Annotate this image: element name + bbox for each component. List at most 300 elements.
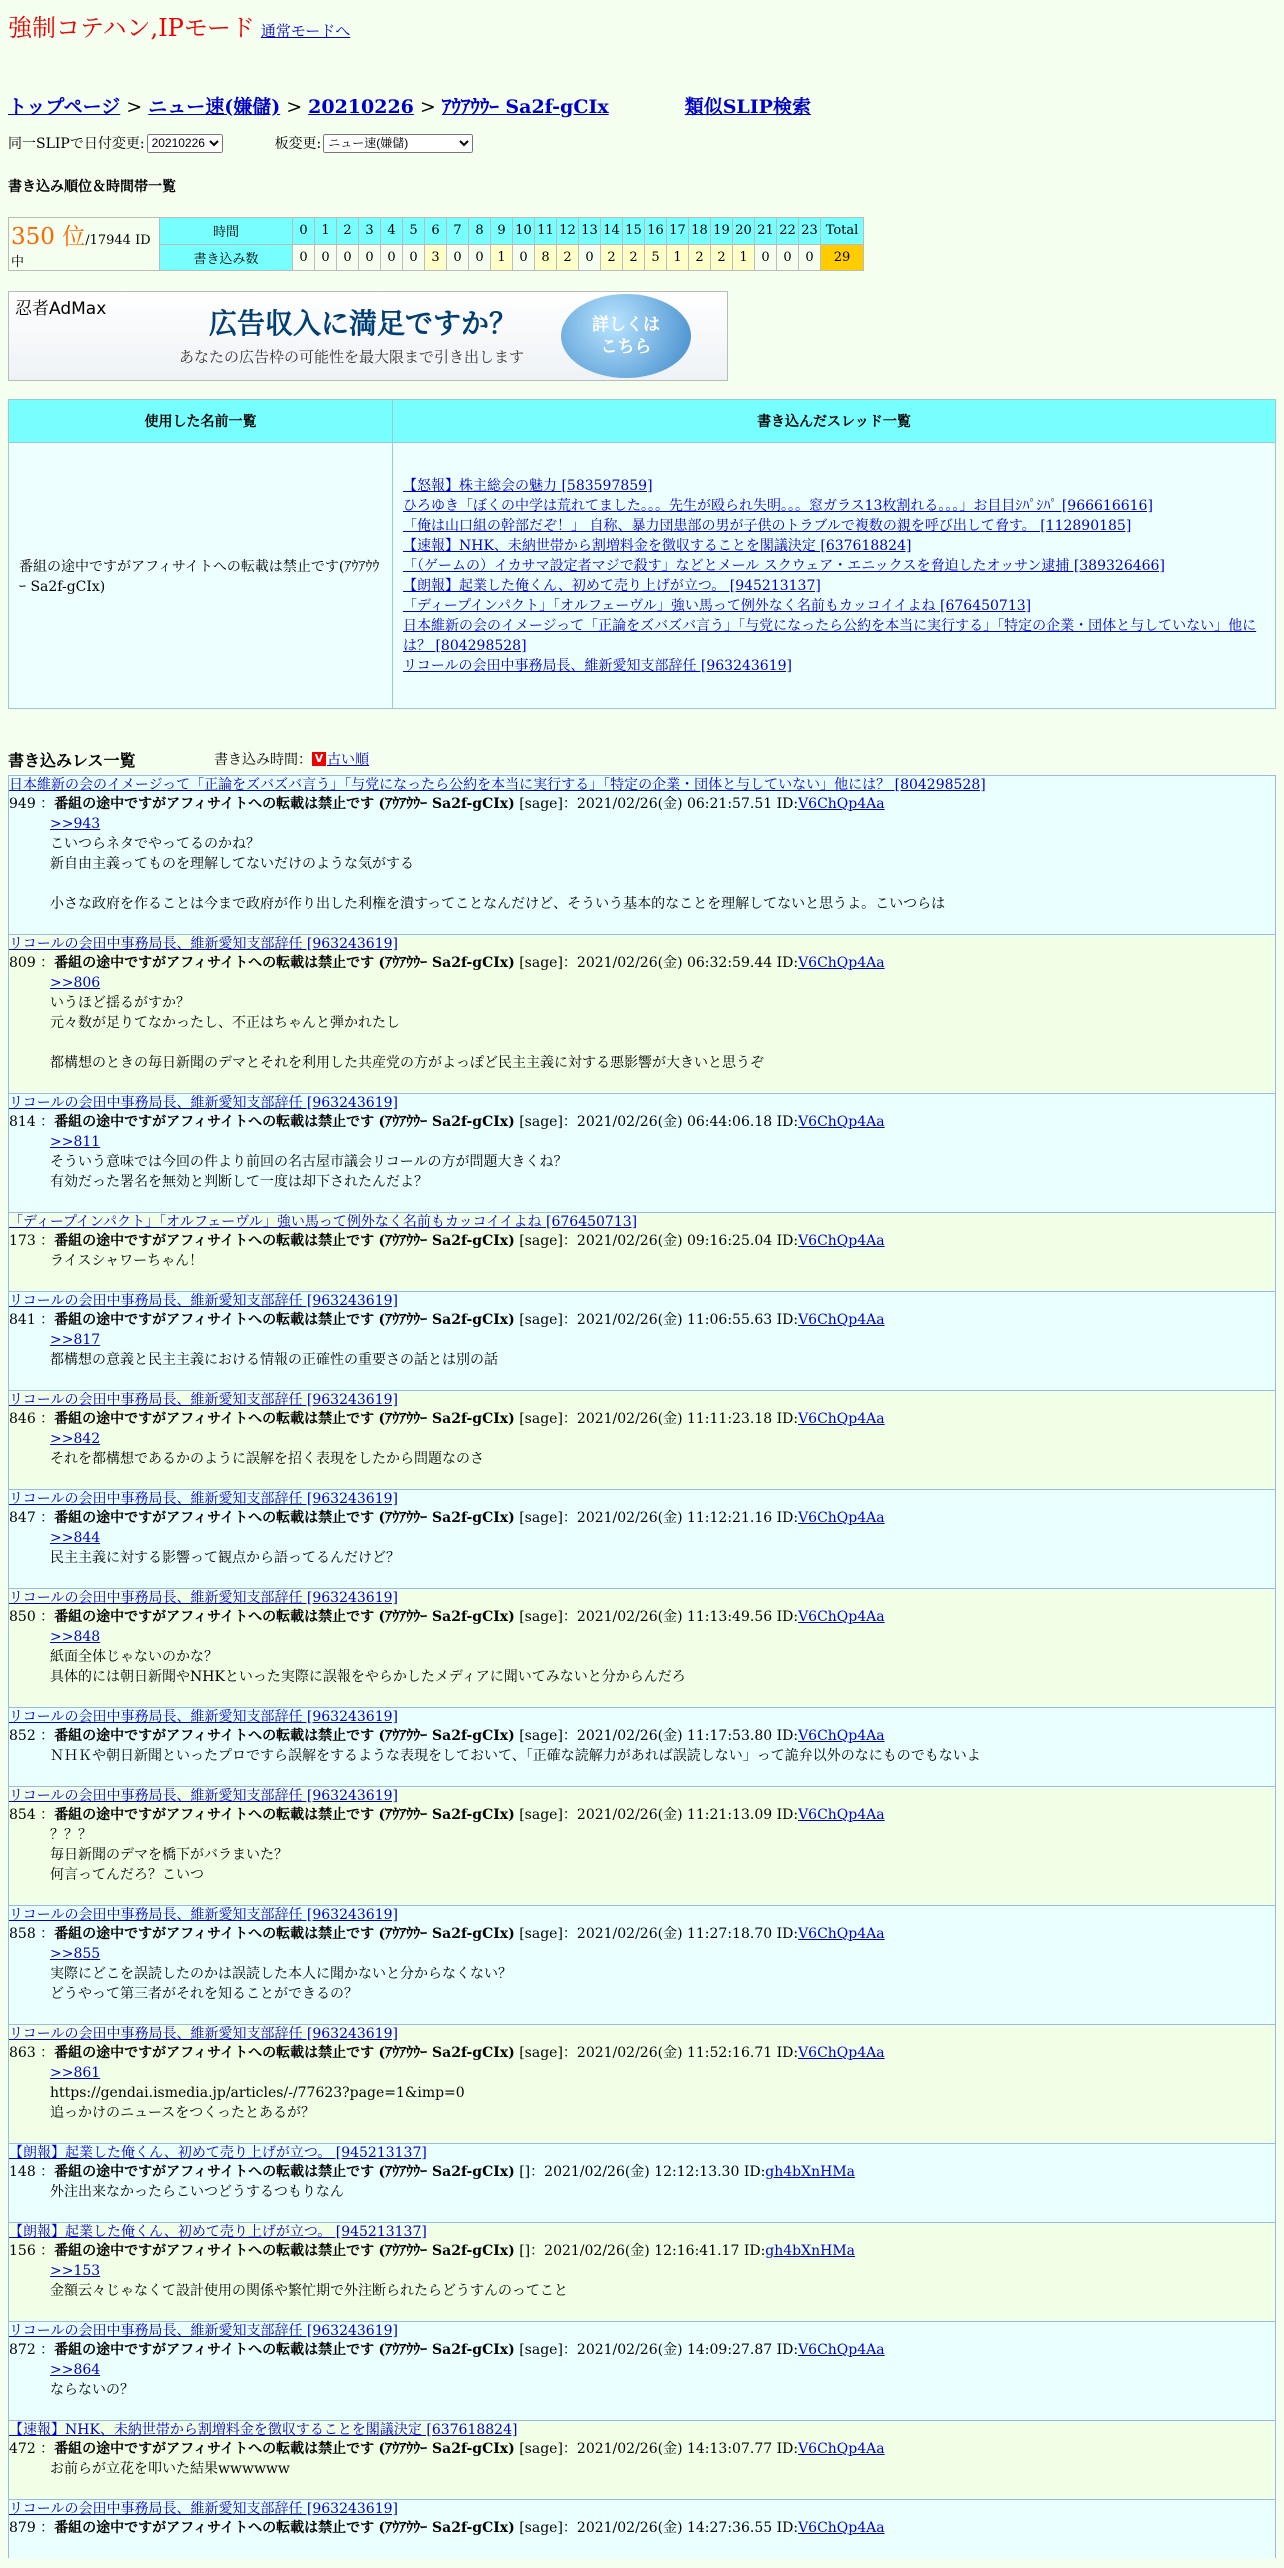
- post-time-label: 書き込み時間：: [214, 752, 312, 768]
- count-label: 書き込み数: [160, 244, 293, 271]
- thread-link[interactable]: 【怒報】株主総会の魅力 [583597859]: [403, 477, 653, 494]
- post-mail: []: [519, 2164, 531, 2180]
- post-number: 472: [9, 2441, 36, 2457]
- hour-cell: 7: [447, 218, 469, 245]
- post-line: [50, 1073, 1275, 1093]
- ad-banner[interactable]: [8, 291, 728, 381]
- controls-bar: [8, 133, 1276, 153]
- post-time: 2021/02/26(金) 14:27:36.55 ID:: [576, 2520, 799, 2536]
- post-author-name: 番組の途中ですがアフィサイトへの転載は禁止です: [54, 2441, 375, 2457]
- post-author-id: (ｱｳｱｳｳｰ Sa2f-gCIx): [378, 1411, 515, 1427]
- post-list: [8, 775, 1276, 2558]
- count-cell: 0: [359, 244, 381, 271]
- post-line: [50, 1687, 1275, 1707]
- total-count-cell: 29: [821, 244, 864, 271]
- post-body: [9, 1429, 1275, 1489]
- post-line: 小さな政府を作ることは今まで政府が作り出した利権を潰すってことなんだけど、そういう基本的なことを理解してないと思うよ。こいつらは: [50, 896, 946, 912]
- breadcrumb-slip[interactable]: ｱｳｱｳｳｰ Sa2f-gCIx: [441, 96, 609, 118]
- post-thread-link[interactable]: リコールの会田中事務局長、維新愛知支部辞任 [963243619]: [9, 2026, 398, 2042]
- count-cell: 0: [447, 244, 469, 271]
- reply-anchor-link[interactable]: >>153: [50, 2263, 101, 2279]
- post-author-id: (ｱｳｱｳｳｰ Sa2f-gCIx): [378, 1926, 515, 1942]
- post: [8, 775, 1276, 934]
- post-line: [50, 1271, 1275, 1291]
- post-number: 148: [9, 2164, 36, 2180]
- post-author-name: 番組の途中ですがアフィサイトへの転載は禁止です: [54, 2164, 375, 2180]
- post-line: [50, 2004, 1275, 2024]
- post-header: 809 ：番組の途中ですがアフィサイトへの転載は禁止です (ｱｳｱｳｳｰ Sa2f-gCIx) [sage]：2021/02/26(金) 06:32:59.44 ID:V6ChQp4Aa: [9, 955, 885, 971]
- post-thread-link[interactable]: リコールの会田中事務局長、維新愛知支部辞任 [963243619]: [9, 1788, 398, 1804]
- post-author-id: (ｱｳｱｳｳｰ Sa2f-gCIx): [378, 2342, 515, 2358]
- post-thread-link[interactable]: リコールの会田中事務局長、維新愛知支部辞任 [963243619]: [9, 1491, 398, 1507]
- thread-link[interactable]: 日本維新の会のイメージって「正論をズバズバ言う」「与党になったら公約を本当に実行する」「特定の企業・団体と与していない」他には？ [804298528]: [403, 617, 1257, 654]
- post-body: [9, 1627, 1275, 1707]
- post-body: [9, 1825, 1275, 1905]
- post-body: [9, 1251, 1275, 1291]
- thread-link[interactable]: 「俺は山口組の幹部だぞ！」 自称、暴力団患部の男が子供のトラブルで複数の親を呼び出して脅す。 [112890185]: [403, 517, 1132, 534]
- post-time: 2021/02/26(金) 06:32:59.44 ID:: [576, 955, 799, 971]
- breadcrumb-sep: >: [286, 96, 303, 118]
- post-body: [9, 1528, 1275, 1588]
- post-thread-link[interactable]: 【速報】NHK、未納世帯から割増料金を徴収することを閣議決定 [637618824]: [9, 2422, 518, 2438]
- post-body: [9, 1330, 1275, 1390]
- hour-cell: 1: [315, 218, 337, 245]
- post-thread-link[interactable]: 「ディープインパクト」「オルフェーヴル」強い馬って例外なく名前もカッコイイよね [676450713]: [9, 1214, 638, 1230]
- post-author-id: (ｱｳｱｳｳｰ Sa2f-gCIx): [378, 1609, 515, 1625]
- post-line: [50, 1370, 1275, 1390]
- post-mail: [sage]: [519, 1510, 563, 1526]
- post-header: 872 ：番組の途中ですがアフィサイトへの転載は禁止です (ｱｳｱｳｳｰ Sa2f-gCIx) [sage]：2021/02/26(金) 14:09:27.87 ID:V6ChQp4Aa: [9, 2342, 885, 2358]
- post-header: 850 ：番組の途中ですがアフィサイトへの転載は禁止です (ｱｳｱｳｳｰ Sa2f-gCIx) [sage]：2021/02/26(金) 11:13:49.56 ID:V6ChQp4Aa: [9, 1609, 885, 1625]
- post-id-link[interactable]: gh4bXnHMa: [765, 2243, 856, 2259]
- breadcrumb-top[interactable]: トップページ: [8, 96, 121, 118]
- post-number: 850: [9, 1609, 36, 1625]
- hour-cell: 16: [645, 218, 667, 245]
- post-body: [9, 2063, 1275, 2143]
- post-author-id: (ｱｳｱｳｳｰ Sa2f-gCIx): [378, 2164, 515, 2180]
- post-line: 具体的には朝日新聞やNHKといった実際に誤報をやらかしたメディアに聞いてみないと分からんだろ: [50, 1669, 686, 1685]
- post-id-link[interactable]: V6ChQp4Aa: [798, 1609, 885, 1625]
- post-line: 元々数が足りてなかったし、不正はちゃんと弾かれたし: [50, 1015, 400, 1031]
- post-time: 2021/02/26(金) 11:21:13.09 ID:: [576, 1807, 799, 1823]
- post-body: [9, 1132, 1275, 1212]
- post-line: [50, 1033, 1275, 1053]
- date-select[interactable]: [147, 134, 223, 153]
- names-col-header: 使用した名前一覧: [9, 400, 393, 443]
- post: [8, 1707, 1276, 1786]
- hour-cell: 0: [293, 218, 315, 245]
- post-mail: [sage]: [519, 2342, 563, 2358]
- count-cell: 2: [689, 244, 711, 271]
- post-id-link[interactable]: V6ChQp4Aa: [798, 2045, 885, 2061]
- post: [8, 2024, 1276, 2143]
- post-body: [9, 2538, 1275, 2558]
- threads-col-header: 書き込んだスレッド一覧: [393, 400, 1276, 443]
- count-cell: 1: [733, 244, 755, 271]
- post-author-id: (ｱｳｱｳｳｰ Sa2f-gCIx): [378, 955, 515, 971]
- thread-link[interactable]: リコールの会田中事務局長、維新愛知支部辞任 [963243619]: [403, 657, 792, 674]
- post-header: 949 ：番組の途中ですがアフィサイトへの転載は禁止です (ｱｳｱｳｳｰ Sa2f-gCIx) [sage]：2021/02/26(金) 06:21:57.51 ID:V6ChQp4Aa: [9, 796, 885, 812]
- post-line: お前らが立花を叩いた結果wwwwww: [50, 2461, 290, 2477]
- post-thread-link[interactable]: リコールの会田中事務局長、維新愛知支部辞任 [963243619]: [9, 1293, 398, 1309]
- posts-title: 書き込みレス一覧: [8, 750, 136, 770]
- hour-cell: 19: [711, 218, 733, 245]
- post-line: 何言ってんだろ？こいつ: [50, 1867, 204, 1883]
- hour-cell: 20: [733, 218, 755, 245]
- hour-cell: Total: [821, 218, 864, 245]
- post-author-id: (ｱｳｱｳｳｰ Sa2f-gCIx): [378, 1728, 515, 1744]
- hour-cell: 21: [755, 218, 777, 245]
- count-cell: 5: [645, 244, 667, 271]
- breadcrumb-board[interactable]: ニュー速(嫌儲): [148, 96, 281, 118]
- post-id-link[interactable]: V6ChQp4Aa: [798, 1312, 885, 1328]
- post-line: こいつらネタでやってるのかね？: [50, 836, 260, 852]
- post-body: [9, 2182, 1275, 2222]
- post-mail: [sage]: [519, 1114, 563, 1130]
- hour-cell: 11: [535, 218, 557, 245]
- post-thread-link[interactable]: リコールの会田中事務局長、維新愛知支部辞任 [963243619]: [9, 1590, 398, 1606]
- count-cell: 3: [425, 244, 447, 271]
- post-line: https://gendai.ismedia.jp/articles/-/77623?page=1&imp=0: [50, 2085, 465, 2101]
- count-cell: 0: [337, 244, 359, 271]
- post-header: 841 ：番組の途中ですがアフィサイトへの転載は禁止です (ｱｳｱｳｳｰ Sa2f-gCIx) [sage]：2021/02/26(金) 11:06:55.63 ID:V6ChQp4Aa: [9, 1312, 885, 1328]
- rank-title: 書き込み順位＆時間帯一覧: [8, 179, 176, 195]
- post-author-id: (ｱｳｱｳｳｰ Sa2f-gCIx): [378, 2441, 515, 2457]
- post-thread-link[interactable]: リコールの会田中事務局長、維新愛知支部辞任 [963243619]: [9, 2323, 398, 2339]
- post-time: 2021/02/26(金) 11:27:18.70 ID:: [576, 1926, 799, 1942]
- post-body: [9, 814, 1275, 934]
- post-line: [50, 914, 1275, 934]
- post-number: 173: [9, 1233, 36, 1249]
- hour-cell: 12: [557, 218, 579, 245]
- thread-link[interactable]: ひろゆき「ぼくの中学は荒れてました。。。先生が殴られ失明。。。窓ガラス13枚割れる。。。」お目目ｼﾊﾟｼﾊﾟ [966616616]: [403, 497, 1153, 514]
- post-header: 858 ：番組の途中ですがアフィサイトへの転載は禁止です (ｱｳｱｳｳｰ Sa2f-gCIx) [sage]：2021/02/26(金) 11:27:18.70 ID:V6ChQp4Aa: [9, 1926, 885, 1942]
- post-mail: [sage]: [519, 2520, 563, 2536]
- post-author-name: 番組の途中ですがアフィサイトへの転載は禁止です: [54, 1233, 375, 1249]
- count-cell: 0: [469, 244, 491, 271]
- count-cell: 1: [667, 244, 689, 271]
- count-cell: 0: [755, 244, 777, 271]
- breadcrumb-sep: >: [419, 96, 436, 118]
- hour-cell: 9: [491, 218, 513, 245]
- post-header: 879 ：番組の途中ですがアフィサイトへの転載は禁止です (ｱｳｱｳｳｰ Sa2f-gCIx) [sage]：2021/02/26(金) 14:27:36.55 ID:V6ChQp4Aa: [9, 2520, 885, 2536]
- post-line: [50, 1885, 1275, 1905]
- post-author-name: 番組の途中ですがアフィサイトへの転載は禁止です: [54, 2243, 375, 2259]
- reply-anchor-link[interactable]: >>855: [50, 1946, 101, 1962]
- rank-table: [8, 217, 864, 271]
- post-author-id: (ｱｳｱｳｳｰ Sa2f-gCIx): [378, 1510, 515, 1526]
- post-thread-link[interactable]: 【朗報】起業した俺くん、初めて売り上げが立つ。 [945213137]: [9, 2224, 427, 2240]
- names-threads-table: [8, 399, 1276, 709]
- post-author-id: (ｱｳｱｳｳｰ Sa2f-gCIx): [378, 1807, 515, 1823]
- post: [8, 1212, 1276, 1291]
- hour-cell: 17: [667, 218, 689, 245]
- post-line: [50, 2479, 1275, 2499]
- reply-anchor-link[interactable]: >>806: [50, 975, 101, 991]
- post-line: [50, 1568, 1275, 1588]
- post-number: 809: [9, 955, 36, 971]
- post-header: 814 ：番組の途中ですがアフィサイトへの転載は禁止です (ｱｳｱｳｳｰ Sa2f-gCIx) [sage]：2021/02/26(金) 06:44:06.18 ID:V6ChQp4Aa: [9, 1114, 885, 1130]
- post-time: 2021/02/26(金) 12:12:13.30 ID:: [544, 2164, 766, 2180]
- ad-headline: 広告収入に満足ですか？: [209, 307, 518, 340]
- post-thread-link[interactable]: リコールの会田中事務局長、維新愛知支部辞任 [963243619]: [9, 936, 398, 952]
- post-body: [9, 1746, 1275, 1786]
- post-author-name: 番組の途中ですがアフィサイトへの転載は禁止です: [54, 1114, 375, 1130]
- ad-details-button[interactable]: [561, 294, 691, 378]
- post-author-id: (ｱｳｱｳｳｰ Sa2f-gCIx): [378, 2520, 515, 2536]
- reply-anchor-link[interactable]: >>811: [50, 1134, 101, 1150]
- post-line: 紙面全体じゃないのかな？: [50, 1649, 218, 1665]
- post-author-name: 番組の途中ですがアフィサイトへの転載は禁止です: [54, 2045, 375, 2061]
- post-line: 民主主義に対する影響って観点から語ってるんだけど？: [50, 1550, 400, 1566]
- hour-cell: 14: [601, 218, 623, 245]
- similar-slip-search-link[interactable]: 類似SLIP検索: [684, 96, 811, 118]
- post-header: 173 ：番組の途中ですがアフィサイトへの転載は禁止です (ｱｳｱｳｳｰ Sa2f-gCIx) [sage]：2021/02/26(金) 09:16:25.04 ID:V6ChQp4Aa: [9, 1233, 885, 1249]
- post-time: 2021/02/26(金) 11:13:49.56 ID:: [576, 1609, 799, 1625]
- hour-cell: 13: [579, 218, 601, 245]
- post: [8, 2499, 1276, 2558]
- rank-total: /17944 ID中: [11, 233, 151, 270]
- post-id-link[interactable]: V6ChQp4Aa: [798, 796, 885, 812]
- count-cell: 0: [799, 244, 821, 271]
- thread-link[interactable]: 「ディープインパクト」「オルフェーヴル」強い馬って例外なく名前もカッコイイよね [676450713]: [403, 597, 1032, 614]
- post-line: 金額云々じゃなくて設計使用の関係や繁忙期で外注断られたらどうすんのってこと: [50, 2283, 568, 2299]
- post-time: 2021/02/26(金) 12:16:41.17 ID:: [544, 2243, 766, 2259]
- hour-cell: 15: [623, 218, 645, 245]
- post-line: 追っかけのニュースをつくったとあるが？: [50, 2105, 316, 2121]
- reply-anchor-link[interactable]: >>842: [50, 1431, 101, 1447]
- post-line: 外注出来なかったらこいつどうするつもりなん: [50, 2184, 344, 2200]
- post-mail: [sage]: [519, 2045, 563, 2061]
- post: [8, 1786, 1276, 1905]
- post-line: [50, 2538, 1275, 2558]
- post-time: 2021/02/26(金) 11:12:21.16 ID:: [576, 1510, 799, 1526]
- post-line: [50, 2400, 1275, 2420]
- breadcrumb: [8, 92, 1276, 119]
- hour-cell: 10: [513, 218, 535, 245]
- count-cell: 2: [623, 244, 645, 271]
- post-mail: [sage]: [519, 1312, 563, 1328]
- post-line: [50, 2301, 1275, 2321]
- post-thread-link[interactable]: リコールの会田中事務局長、維新愛知支部辞任 [963243619]: [9, 1709, 398, 1725]
- post-time: 2021/02/26(金) 06:21:57.51 ID:: [576, 796, 799, 812]
- post-header: 863 ：番組の途中ですがアフィサイトへの転載は禁止です (ｱｳｱｳｳｰ Sa2f-gCIx) [sage]：2021/02/26(金) 11:52:16.71 ID:V6ChQp4Aa: [9, 2045, 885, 2061]
- post-number: 872: [9, 2342, 36, 2358]
- post-number: 847: [9, 1510, 36, 1526]
- hour-cell: 18: [689, 218, 711, 245]
- post: [8, 2222, 1276, 2321]
- hour-cell: 3: [359, 218, 381, 245]
- post-thread-link[interactable]: リコールの会田中事務局長、維新愛知支部辞任 [963243619]: [9, 2501, 398, 2517]
- count-cell: 2: [601, 244, 623, 271]
- post-author-id: (ｱｳｱｳｳｰ Sa2f-gCIx): [378, 1312, 515, 1328]
- hour-cell: 4: [381, 218, 403, 245]
- post-line: どうやって第三者がそれを知ることができるの？: [50, 1986, 358, 2002]
- post-mail: [sage]: [519, 1728, 563, 1744]
- reply-anchor-link[interactable]: >>861: [50, 2065, 101, 2081]
- count-cell: 0: [513, 244, 535, 271]
- post-line: [50, 874, 1275, 894]
- post-time: 2021/02/26(金) 11:11:23.18 ID:: [576, 1411, 799, 1427]
- post-id-link[interactable]: V6ChQp4Aa: [798, 1510, 885, 1526]
- post-author-id: (ｱｳｱｳｳｰ Sa2f-gCIx): [378, 2045, 515, 2061]
- post-author-name: 番組の途中ですがアフィサイトへの転載は禁止です: [54, 796, 375, 812]
- hour-cell: 2: [337, 218, 359, 245]
- post-id-link[interactable]: V6ChQp4Aa: [798, 2441, 885, 2457]
- post-id-link[interactable]: V6ChQp4Aa: [798, 2520, 885, 2536]
- post-line: ならないの？: [50, 2382, 134, 2398]
- post-id-link[interactable]: V6ChQp4Aa: [798, 1926, 885, 1942]
- count-cell: 1: [491, 244, 513, 271]
- breadcrumb-sep: >: [126, 96, 143, 118]
- post-line: 有効だった署名を無効と判断して一度は却下されたんだよ？: [50, 1174, 428, 1190]
- post-author-name: 番組の途中ですがアフィサイトへの転載は禁止です: [54, 1926, 375, 1942]
- post-line: [50, 2123, 1275, 2143]
- mode-title: 強制コテハン,IPモード: [8, 14, 255, 42]
- post: [8, 2420, 1276, 2499]
- post-author-name: 番組の途中ですがアフィサイトへの転載は禁止です: [54, 1411, 375, 1427]
- hour-cell: 5: [403, 218, 425, 245]
- hour-cell: 6: [425, 218, 447, 245]
- post-id-link[interactable]: V6ChQp4Aa: [798, 1807, 885, 1823]
- post-id-link[interactable]: V6ChQp4Aa: [798, 955, 885, 971]
- post-id-link[interactable]: V6ChQp4Aa: [798, 1114, 885, 1130]
- post-line: ライスシャワーちゃん！: [50, 1253, 204, 1269]
- post: [8, 934, 1276, 1093]
- post-time: 2021/02/26(金) 14:13:07.77 ID:: [576, 2441, 799, 2457]
- post-mail: [sage]: [519, 1807, 563, 1823]
- hour-cell: 23: [799, 218, 821, 245]
- thread-link[interactable]: 【朗報】起業した俺くん、初めて売り上げが立つ。 [945213137]: [403, 577, 821, 594]
- breadcrumb-date[interactable]: 20210226: [308, 96, 414, 118]
- reply-anchor-link[interactable]: >>848: [50, 1629, 101, 1645]
- post-line: 実際にどこを誤読したのかは誤読した本人に聞かないと分からなくない？: [50, 1966, 512, 1982]
- post-time: 2021/02/26(金) 06:44:06.18 ID:: [576, 1114, 799, 1130]
- post-body: [9, 2360, 1275, 2420]
- count-cell: 2: [557, 244, 579, 271]
- post-author-id: (ｱｳｱｳｳｰ Sa2f-gCIx): [378, 1233, 515, 1249]
- post-header: 847 ：番組の途中ですがアフィサイトへの転載は禁止です (ｱｳｱｳｳｰ Sa2f-gCIx) [sage]：2021/02/26(金) 11:12:21.16 ID:V6ChQp4Aa: [9, 1510, 885, 1526]
- post-number: 852: [9, 1728, 36, 1744]
- post-body: [9, 2459, 1275, 2499]
- reply-anchor-link[interactable]: >>844: [50, 1530, 101, 1546]
- ad-button-label: 詳しくは こちら: [592, 315, 660, 357]
- count-cell: 2: [711, 244, 733, 271]
- post-id-link[interactable]: V6ChQp4Aa: [798, 1728, 885, 1744]
- post-author-id: (ｱｳｱｳｳｰ Sa2f-gCIx): [378, 1114, 515, 1130]
- post-line: [50, 1469, 1275, 1489]
- post: [8, 1390, 1276, 1489]
- v-icon: V: [312, 752, 326, 766]
- post-number: 814: [9, 1114, 36, 1130]
- post-line: ？？？: [50, 1827, 92, 1843]
- post-mail: []: [519, 2243, 531, 2259]
- post-line: それを都構想であるかのように誤解を招く表現をしたから問題なのさ: [50, 1451, 484, 1467]
- post-header: 148 ：番組の途中ですがアフィサイトへの転載は禁止です (ｱｳｱｳｳｰ Sa2f-gCIx) []：2021/02/26(金) 12:12:13.30 ID:gh4bXnHMa: [9, 2164, 856, 2180]
- post-number: 863: [9, 2045, 36, 2061]
- count-cell: 0: [777, 244, 799, 271]
- sort-oldest-link[interactable]: 古い順: [327, 752, 369, 768]
- post: [8, 1588, 1276, 1707]
- post-number: 858: [9, 1926, 36, 1942]
- post-id-link[interactable]: V6ChQp4Aa: [798, 1233, 885, 1249]
- thread-list: [393, 443, 1276, 709]
- post-author-name: 番組の途中ですがアフィサイトへの転載は禁止です: [54, 2342, 375, 2358]
- hour-cell: 22: [777, 218, 799, 245]
- mode-bar: [8, 8, 1276, 42]
- thread-link[interactable]: 「（ゲームの）イカサマ設定者マジで殺す」などとメール スクウェア・エニックスを脅迫したオッサン逮捕 [389326466]: [403, 557, 1165, 574]
- post-time: 2021/02/26(金) 14:09:27.87 ID:: [576, 2342, 799, 2358]
- post-body: [9, 2261, 1275, 2321]
- post-id-link[interactable]: gh4bXnHMa: [765, 2164, 856, 2180]
- post: [8, 2321, 1276, 2420]
- post: [8, 1489, 1276, 1588]
- post-author-name: 番組の途中ですがアフィサイトへの転載は禁止です: [54, 955, 375, 971]
- post-mail: [sage]: [519, 955, 563, 971]
- post-number: 841: [9, 1312, 36, 1328]
- reply-anchor-link[interactable]: >>943: [50, 816, 101, 832]
- board-change-label: 板変更:: [274, 136, 322, 152]
- post-line: そういう意味では今回の件より前回の名古屋市議会リコールの方が問題大きくね？: [50, 1154, 568, 1170]
- count-cell: 0: [315, 244, 337, 271]
- post-time: 2021/02/26(金) 11:17:53.80 ID:: [576, 1728, 799, 1744]
- post-author-name: 番組の途中ですがアフィサイトへの転載は禁止です: [54, 1728, 375, 1744]
- post-number: 949: [9, 796, 36, 812]
- count-cell: 0: [403, 244, 425, 271]
- post-line: 新自由主義ってものを理解してないだけのような気がする: [50, 856, 414, 872]
- post-number: 854: [9, 1807, 36, 1823]
- post-time: 2021/02/26(金) 09:16:25.04 ID:: [576, 1233, 799, 1249]
- rank-position: 350 位: [11, 224, 86, 250]
- reply-anchor-link[interactable]: >>817: [50, 1332, 101, 1348]
- post-thread-link[interactable]: 【朗報】起業した俺くん、初めて売り上げが立つ。 [945213137]: [9, 2145, 427, 2161]
- count-cell: 8: [535, 244, 557, 271]
- date-change-label: 同一SLIPで日付変更:: [8, 136, 145, 152]
- post-thread-link[interactable]: リコールの会田中事務局長、維新愛知支部辞任 [963243619]: [9, 1095, 398, 1111]
- post-author-name: 番組の途中ですがアフィサイトへの転載は禁止です: [54, 1609, 375, 1625]
- post-thread-link[interactable]: リコールの会田中事務局長、維新愛知支部辞任 [963243619]: [9, 1392, 398, 1408]
- count-cell: 0: [579, 244, 601, 271]
- post-id-link[interactable]: V6ChQp4Aa: [798, 1411, 885, 1427]
- post-mail: [sage]: [519, 1411, 563, 1427]
- post-time: 2021/02/26(金) 11:52:16.71 ID:: [576, 2045, 799, 2061]
- post-time: 2021/02/26(金) 11:06:55.63 ID:: [576, 1312, 799, 1328]
- post-header: 472 ：番組の途中ですがアフィサイトへの転載は禁止です (ｱｳｱｳｳｰ Sa2f-gCIx) [sage]：2021/02/26(金) 14:13:07.77 ID:V6ChQp4Aa: [9, 2441, 885, 2457]
- post-mail: [sage]: [519, 1233, 563, 1249]
- post-line: 毎日新聞のデマを橋下がバラまいた？: [50, 1847, 288, 1863]
- post-author-name: 番組の途中ですがアフィサイトへの転載は禁止です: [54, 1312, 375, 1328]
- reply-anchor-link[interactable]: >>864: [50, 2362, 101, 2378]
- post: [8, 1093, 1276, 1212]
- post-line: [50, 2202, 1275, 2222]
- post-author-name: 番組の途中ですがアフィサイトへの転載は禁止です: [54, 1510, 375, 1526]
- post-id-link[interactable]: V6ChQp4Aa: [798, 2342, 885, 2358]
- post-line: [50, 1192, 1275, 1212]
- post-line: 都構想のときの毎日新聞のデマとそれを利用した共産党の方がよっぽど民主主義に対する悪影響が大きいと思うぞ: [50, 1055, 764, 1071]
- post-thread-link[interactable]: 日本維新の会のイメージって「正論をズバズバ言う」「与党になったら公約を本当に実行する」「特定の企業・団体と与していない」他には？ [804298528]: [9, 777, 986, 793]
- post-mail: [sage]: [519, 1926, 563, 1942]
- board-select[interactable]: [323, 134, 473, 153]
- post-thread-link[interactable]: リコールの会田中事務局長、維新愛知支部辞任 [963243619]: [9, 1907, 398, 1923]
- thread-link[interactable]: 【速報】NHK、未納世帯から割増料金を徴収することを閣議決定 [637618824]: [403, 537, 912, 554]
- normal-mode-link[interactable]: 通常モードへ: [260, 22, 351, 40]
- post-number: 156: [9, 2243, 36, 2259]
- post-header: 846 ：番組の途中ですがアフィサイトへの転載は禁止です (ｱｳｱｳｳｰ Sa2f-gCIx) [sage]：2021/02/26(金) 11:11:23.18 ID:V6ChQp4Aa: [9, 1411, 885, 1427]
- post-number: 879: [9, 2520, 36, 2536]
- post-mail: [sage]: [519, 2441, 563, 2457]
- count-cell: 0: [381, 244, 403, 271]
- post-line: いうほど揺るがすか？: [50, 995, 190, 1011]
